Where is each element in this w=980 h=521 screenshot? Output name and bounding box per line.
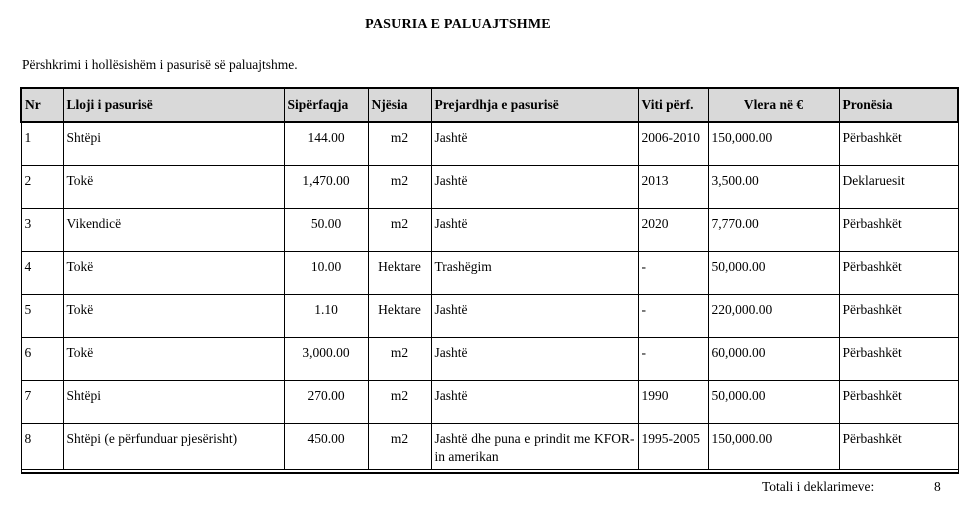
cell-asset-type: Shtëpi (63, 122, 284, 165)
table-row (21, 122, 958, 165)
cell-value: 60,000.00 (708, 337, 839, 380)
cell-unit: m2 (368, 337, 431, 380)
header-ownership: Pronësia (839, 88, 958, 122)
table-bottom-border (21, 469, 958, 473)
cell-area: 270.00 (284, 380, 368, 423)
cell-unit: m2 (368, 380, 431, 423)
cell-area: 144.00 (284, 122, 368, 165)
cell-unit: Hektare (368, 251, 431, 294)
cell-value: 150,000.00 (708, 423, 839, 469)
cell-ownership: Përbashkët (839, 337, 958, 380)
cell-area: 1.10 (284, 294, 368, 337)
cell-ownership: Deklaruesit (839, 165, 958, 208)
cell-origin: Jashtë (431, 337, 638, 380)
table-bottom-spacer (21, 469, 958, 473)
total-declarations-label: Totali i deklarimeve: (762, 479, 875, 494)
cell-asset-type: Tokë (63, 294, 284, 337)
cell-nr: 7 (21, 380, 63, 423)
section-description: Përshkrimi i hollësishëm i pasurisë së paluajtshme. (22, 57, 298, 72)
cell-value: 3,500.00 (708, 165, 839, 208)
cell-year: - (638, 337, 708, 380)
cell-nr: 4 (21, 251, 63, 294)
cell-origin: Jashtë (431, 294, 638, 337)
page-title: PASURIA E PALUAJTSHME (365, 17, 551, 32)
cell-area: 3,000.00 (284, 337, 368, 380)
cell-area: 450.00 (284, 423, 368, 469)
header-value: Vlera në € (708, 88, 839, 122)
cell-unit: Hektare (368, 294, 431, 337)
cell-nr: 3 (21, 208, 63, 251)
table-row (21, 423, 958, 469)
cell-value: 150,000.00 (708, 122, 839, 165)
table-header-row (21, 88, 958, 122)
cell-year: 2020 (638, 208, 708, 251)
cell-unit: m2 (368, 165, 431, 208)
cell-year: 2006-2010 (638, 122, 708, 165)
cell-origin: Jashtë dhe puna e prindit me KFOR-in amerikan (431, 423, 638, 469)
cell-year: 2013 (638, 165, 708, 208)
cell-ownership: Përbashkët (839, 380, 958, 423)
cell-value: 50,000.00 (708, 251, 839, 294)
table-row (21, 294, 958, 337)
cell-nr: 8 (21, 423, 63, 469)
header-origin: Prejardhja e pasurisë (431, 88, 638, 122)
header-unit: Njësia (368, 88, 431, 122)
table-row (21, 165, 958, 208)
cell-value: 7,770.00 (708, 208, 839, 251)
total-declarations-value: 8 (934, 479, 941, 494)
header-year: Viti përf. (638, 88, 708, 122)
cell-origin: Jashtë (431, 380, 638, 423)
cell-value: 50,000.00 (708, 380, 839, 423)
cell-ownership: Përbashkët (839, 294, 958, 337)
cell-ownership: Përbashkët (839, 122, 958, 165)
cell-area: 1,470.00 (284, 165, 368, 208)
cell-ownership: Përbashkët (839, 251, 958, 294)
cell-year: - (638, 251, 708, 294)
cell-unit: m2 (368, 423, 431, 469)
cell-asset-type: Shtëpi (e përfunduar pjesërisht) (63, 423, 284, 469)
cell-origin: Jashtë (431, 165, 638, 208)
cell-unit: m2 (368, 208, 431, 251)
cell-year: 1995-2005 (638, 423, 708, 469)
cell-ownership: Përbashkët (839, 423, 958, 469)
cell-asset-type: Tokë (63, 337, 284, 380)
cell-year: 1990 (638, 380, 708, 423)
cell-area: 10.00 (284, 251, 368, 294)
cell-value: 220,000.00 (708, 294, 839, 337)
header-nr: Nr (21, 88, 63, 122)
cell-nr: 5 (21, 294, 63, 337)
cell-origin: Jashtë (431, 208, 638, 251)
header-asset-type: Lloji i pasurisë (63, 88, 284, 122)
cell-asset-type: Shtëpi (63, 380, 284, 423)
cell-asset-type: Vikendicë (63, 208, 284, 251)
cell-area: 50.00 (284, 208, 368, 251)
header-area: Sipërfaqja (284, 88, 368, 122)
table-row (21, 380, 958, 423)
cell-asset-type: Tokë (63, 165, 284, 208)
table-row (21, 251, 958, 294)
cell-nr: 2 (21, 165, 63, 208)
cell-year: - (638, 294, 708, 337)
table-row (21, 337, 958, 380)
cell-nr: 6 (21, 337, 63, 380)
cell-nr: 1 (21, 122, 63, 165)
table-row (21, 208, 958, 251)
cell-ownership: Përbashkët (839, 208, 958, 251)
immovable-assets-table (20, 87, 959, 474)
cell-origin: Jashtë (431, 122, 638, 165)
cell-asset-type: Tokë (63, 251, 284, 294)
cell-unit: m2 (368, 122, 431, 165)
cell-origin: Trashëgim (431, 251, 638, 294)
